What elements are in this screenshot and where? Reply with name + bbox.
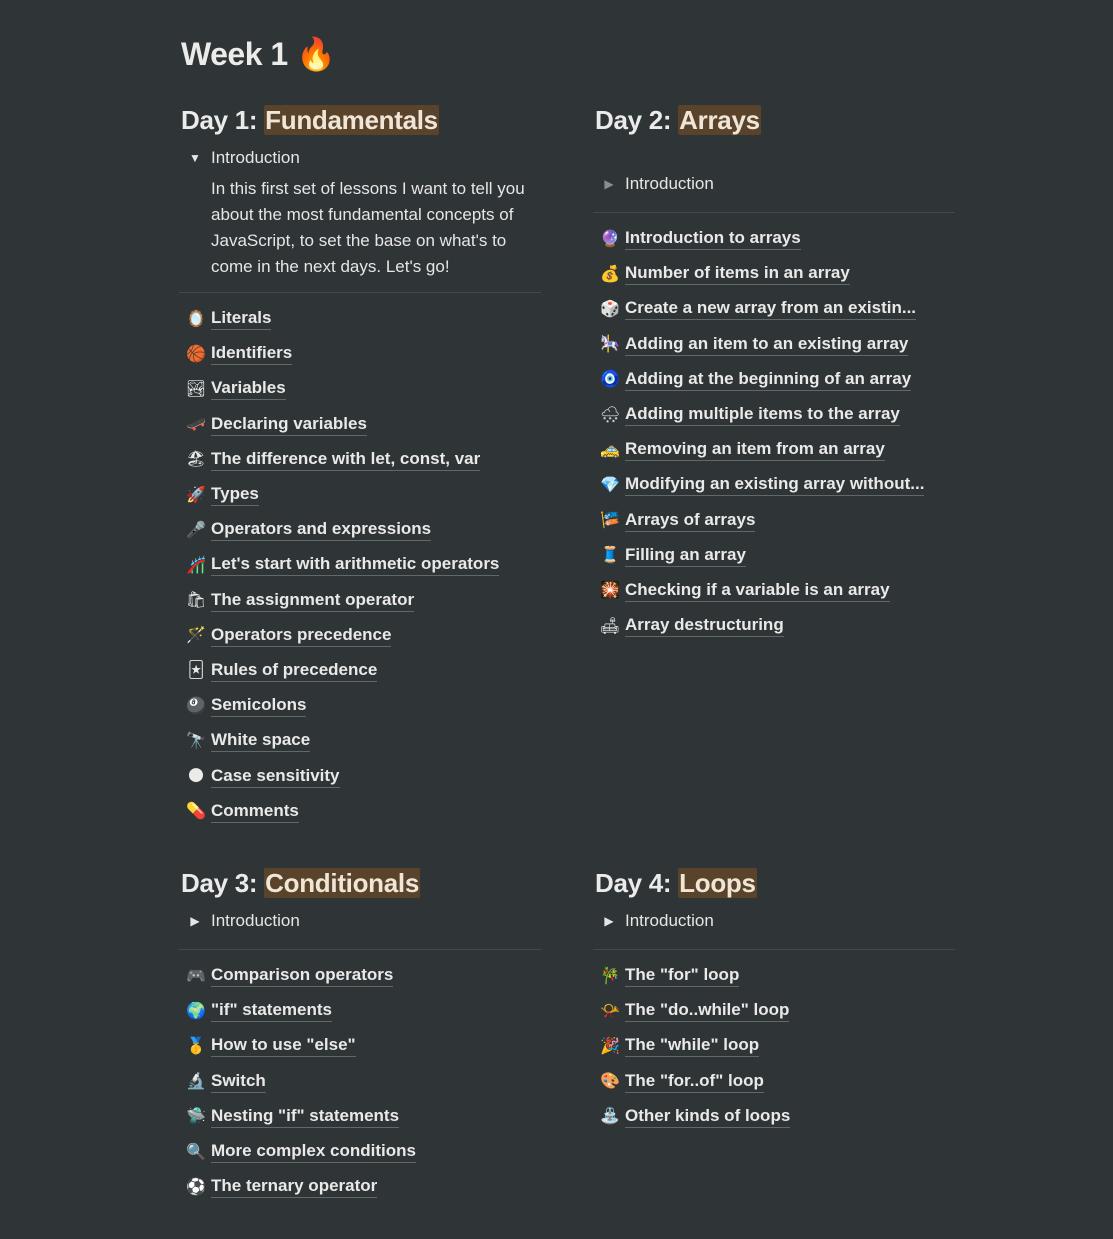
lesson-link-label[interactable]: Comments [211,800,299,823]
lesson-link[interactable] [179,1169,543,1204]
lesson-link[interactable] [593,1028,957,1063]
day-2-lesson-list [593,221,957,643]
day-3-lesson-list [179,958,543,1204]
lesson-link[interactable] [179,547,543,582]
triangle-right-icon[interactable]: ▶ [604,914,614,928]
page-emoji-icon: 🏖 [185,449,207,469]
page-emoji-icon: 🎋 [600,965,620,985]
lesson-link-label[interactable]: "if" statements [211,999,332,1022]
lesson-link[interactable] [179,1099,543,1134]
page-emoji-icon: 🎠 [600,334,620,354]
triangle-right-icon[interactable]: ▶ [190,914,200,928]
lesson-link-label[interactable]: Semicolons [211,694,306,717]
day-3-introduction-toggle[interactable] [179,905,543,937]
lesson-link[interactable] [179,653,543,688]
lesson-link-label[interactable]: Array destructuring [625,614,784,637]
lesson-link-label[interactable]: Create a new array from an existin... [625,297,916,320]
page-emoji-icon: 🔬 [186,1071,206,1091]
lesson-link-label[interactable]: The assignment operator [211,589,414,612]
page-emoji-icon: 🥇 [186,1035,206,1055]
day-3-topic: Conditionals [265,868,420,898]
page-emoji-icon: 🚀 [186,484,206,504]
lesson-link[interactable] [593,221,957,256]
lesson-link-label[interactable]: Variables [211,377,286,400]
toggle-label: Introduction [625,174,714,193]
lesson-link[interactable] [593,397,957,432]
lesson-link-label[interactable]: The difference with let, const, var [211,448,480,471]
page-title-text: Week 1 [181,36,288,72]
day-1-topic: Fundamentals [265,105,438,135]
lesson-link[interactable] [179,407,543,442]
day-2-introduction-toggle[interactable] [593,168,957,200]
page-emoji-icon: 🔭 [186,730,206,750]
lesson-link-label[interactable]: Literals [211,307,271,330]
lesson-link-label[interactable]: Filling an array [625,544,746,567]
lesson-link[interactable] [179,958,543,993]
page-emoji-icon: 🚕 [600,439,620,459]
page-title [181,32,335,76]
lesson-link-label[interactable]: The "do..while" loop [625,999,789,1022]
lesson-link-label[interactable]: Introduction to arrays [625,227,801,250]
lesson-link-label[interactable]: Other kinds of loops [625,1105,790,1128]
day-1-heading [181,102,543,138]
page-emoji-icon: 🛍 [185,590,207,610]
day-1-section [179,102,543,829]
lesson-link[interactable] [593,1064,957,1099]
page-emoji-icon: 🏀 [186,343,206,363]
page-emoji-icon: 🌑 [187,766,205,786]
lesson-link-label[interactable]: Declaring variables [211,413,367,436]
lesson-link[interactable] [593,327,957,362]
lesson-link[interactable] [179,1028,543,1063]
lesson-link-label[interactable]: Modifying an existing array without... [625,473,924,496]
lesson-link[interactable] [593,256,957,291]
day-4-lesson-list [593,958,957,1134]
page-emoji-icon: 🃏 [187,660,205,680]
page-emoji-icon: 🪄 [186,625,206,645]
spacer [593,138,957,168]
lesson-link-label[interactable]: Removing an item from an array [625,438,885,461]
page-emoji-icon: 🎱 [186,695,206,715]
lesson-link[interactable] [593,503,957,538]
page-emoji-icon: 💰 [600,263,620,283]
lesson-link[interactable] [593,291,957,326]
day-4-section [593,865,957,1134]
divider [179,949,541,950]
page-emoji-icon: 🎨 [600,1071,620,1091]
lesson-link[interactable] [179,618,543,653]
lesson-link[interactable] [593,993,957,1028]
lesson-link[interactable] [179,993,543,1028]
day-4-prefix: Day 4: [595,868,679,898]
page-emoji-icon: 🛹 [186,414,206,434]
lesson-link[interactable] [179,1064,543,1099]
lesson-link[interactable] [593,362,957,397]
day-4-heading [595,865,957,901]
divider [179,292,541,293]
lesson-link[interactable] [593,573,957,608]
lesson-link-label[interactable]: How to use "else" [211,1034,356,1057]
day-4-introduction-toggle[interactable] [593,905,957,937]
lesson-link[interactable] [593,958,957,993]
page-emoji-icon: 💎 [600,474,620,494]
day-1-lesson-list [179,301,543,829]
lesson-link[interactable] [179,512,543,547]
lesson-link[interactable] [593,467,957,502]
lesson-link-label[interactable]: White space [211,729,310,752]
page-emoji-icon: 🪞 [186,308,206,328]
lesson-link-label[interactable]: The "for" loop [625,964,739,987]
lesson-link[interactable] [179,583,543,618]
day-1-prefix: Day 1: [181,105,265,135]
page-emoji-icon: 🧿 [600,369,620,389]
lesson-link-label[interactable]: Checking if a variable is an array [625,579,890,602]
page-emoji-icon: ⛲ [600,1106,620,1126]
page-emoji-icon: 💊 [186,801,206,821]
lesson-link-label[interactable]: Types [211,483,259,506]
lesson-link-label[interactable]: More complex conditions [211,1140,416,1163]
lesson-link[interactable] [179,723,543,758]
lesson-link[interactable] [179,1134,543,1169]
day-1-introduction-text: In this first set of lessons I want to tell you about the most fundamental concepts of JavaScript, to set the base on what's to come in the next days. Let's go! [211,179,525,276]
lesson-link[interactable] [593,432,957,467]
divider [593,949,955,950]
day-2-topic: Arrays [679,105,760,135]
toggle-label: Introduction [211,911,300,930]
page-emoji-icon: 🎢 [186,554,206,574]
fire-icon: 🔥 [296,36,336,72]
lesson-link[interactable] [179,688,543,723]
day-1-introduction-toggle[interactable] [179,142,543,174]
page-emoji-icon: 🌍 [186,1000,206,1020]
toggle-label: Introduction [211,148,300,167]
day-3-heading [181,865,543,901]
page-emoji-icon: 🛸 [186,1106,206,1126]
page-emoji-icon: 🎏 [600,510,620,530]
lesson-link[interactable] [179,442,543,477]
lesson-link[interactable] [593,1099,957,1134]
lesson-link-label[interactable]: Adding multiple items to the array [625,403,900,426]
lesson-link-label[interactable]: The ternary operator [211,1175,377,1198]
lesson-link-label[interactable]: Comparison operators [211,964,393,987]
triangle-right-icon[interactable]: ▶ [604,177,614,191]
page-emoji-icon: 🎤 [186,519,206,539]
lesson-link-label[interactable]: Operators precedence [211,624,391,647]
page-emoji-icon: 🧵 [600,545,620,565]
lesson-link[interactable] [179,301,543,336]
day-2-heading [595,102,957,138]
lesson-link[interactable] [593,538,957,573]
page-emoji-icon: 📯 [600,1000,620,1020]
page-emoji-icon: 🌨 [599,404,621,424]
lesson-link-label[interactable]: Arrays of arrays [625,509,755,532]
lesson-link[interactable] [179,477,543,512]
lesson-link-label[interactable]: Switch [211,1070,266,1093]
day-4-topic: Loops [679,868,756,898]
lesson-link-label[interactable]: Identifiers [211,342,292,365]
page-emoji-icon: 🔍 [186,1141,206,1161]
day-3-section [179,865,543,1204]
toggle-label: Introduction [625,911,714,930]
page-emoji-icon: 🎉 [600,1035,620,1055]
page-emoji-icon: 🎲 [600,298,620,318]
lesson-link[interactable] [593,608,957,643]
page-emoji-icon: 🎇 [600,580,620,600]
lesson-link[interactable] [179,794,543,829]
day-2-prefix: Day 2: [595,105,679,135]
page-emoji-icon: 🔮 [600,228,620,248]
lesson-link-label[interactable]: Number of items in an array [625,262,850,285]
lesson-link-label[interactable]: Nesting "if" statements [211,1105,399,1128]
lesson-link-label[interactable]: Adding an item to an existing array [625,333,908,356]
page-emoji-icon: 🎮 [186,965,206,985]
lesson-link[interactable] [179,371,543,406]
page-emoji-icon: 🏞 [185,378,207,398]
lesson-link[interactable] [179,758,543,793]
divider [593,212,955,213]
page-emoji-icon: ⚽ [186,1176,206,1196]
triangle-down-icon[interactable]: ▼ [189,151,201,165]
lesson-link-label[interactable]: Rules of precedence [211,659,377,682]
lesson-link-label[interactable]: Let's start with arithmetic operators [211,553,499,576]
day-3-prefix: Day 3: [181,868,265,898]
page-emoji-icon: 🛋 [599,615,621,635]
lesson-link-label[interactable]: The "for..of" loop [625,1070,764,1093]
lesson-link[interactable] [179,336,543,371]
day-2-section [593,102,957,643]
lesson-link-label[interactable]: Adding at the beginning of an array [625,368,911,391]
lesson-link-label[interactable]: Operators and expressions [211,518,431,541]
lesson-link-label[interactable]: The "while" loop [625,1034,759,1057]
lesson-link-label[interactable]: Case sensitivity [211,765,340,788]
